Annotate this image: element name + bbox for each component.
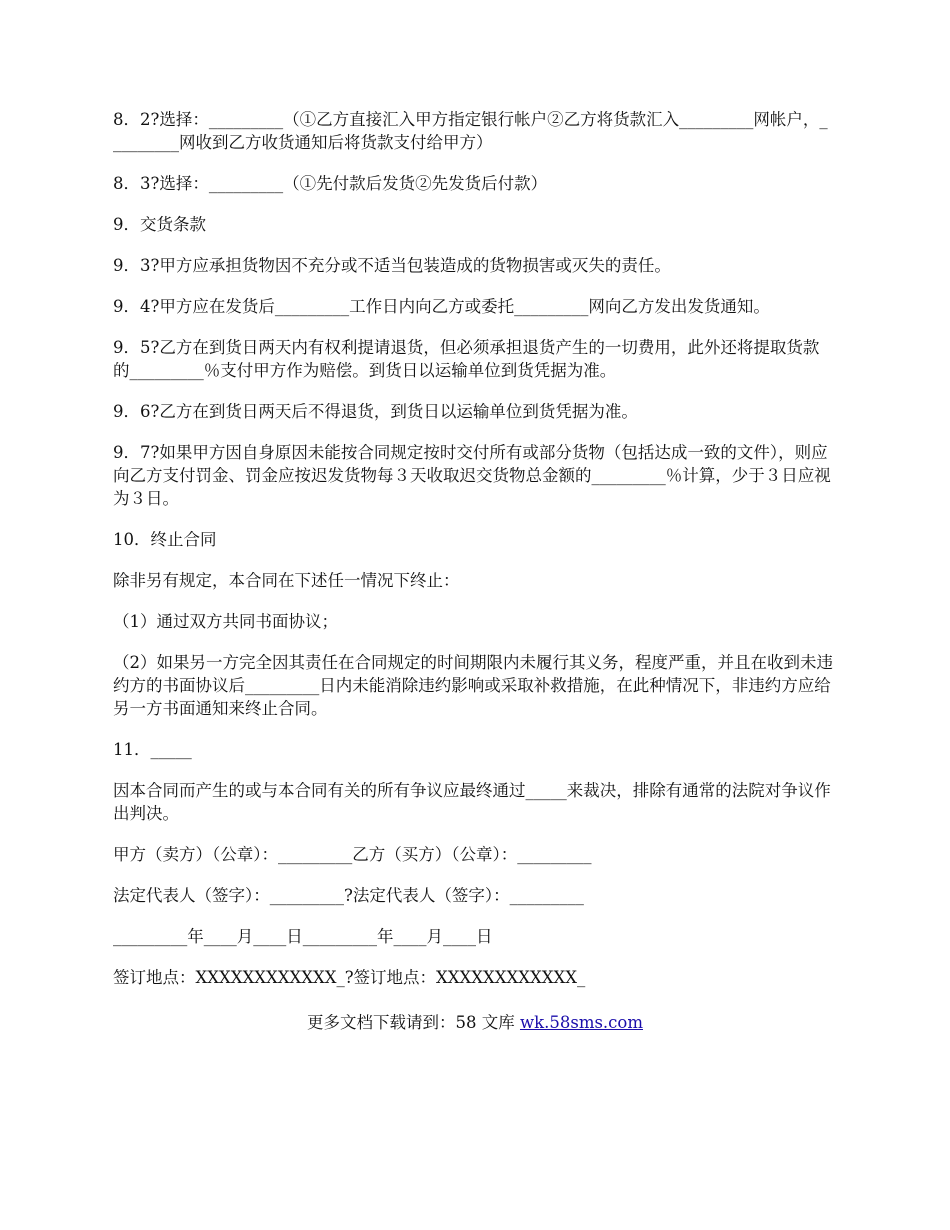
termination-intro: 除非另有规定，本合同在下述任一情况下终止： bbox=[113, 571, 460, 590]
clause-8-3: 8．3?选择：_________（①先付款后发货②先发货后付款） bbox=[113, 174, 548, 193]
clause-9-6: 9．6?乙方在到货日两天后不得退货，到货日以运输单位到货凭据为准。 bbox=[113, 402, 638, 421]
dispute-clause: 因本合同而产生的或与本合同有关的所有争议应最终通过_____来裁决，排除有通常的法院对争议作出判决。 bbox=[113, 781, 831, 823]
clause-9-3: 9．3?甲方应承担货物因不充分或不适当包装造成的货物损害或灭失的责任。 bbox=[113, 256, 671, 275]
clause-9-4: 9．4?甲方应在发货后_________工作日内向乙方或委托_________网向乙方发出发货通知。 bbox=[113, 297, 770, 316]
section-9-heading: 9．交货条款 bbox=[113, 215, 206, 234]
footer-link[interactable]: wk.58sms.com bbox=[519, 1013, 643, 1032]
section-11-heading: 11．_____ bbox=[113, 740, 192, 759]
section-10-heading: 10．终止合同 bbox=[113, 530, 217, 549]
representative-signature-line: 法定代表人（签字）：_________?法定代表人（签字）：_________ bbox=[113, 886, 584, 905]
clause-9-7: 9．7?如果甲方因自身原因未能按合同规定按时交付所有或部分货物（包括达成一致的文件），则应向乙方支付罚金、罚金应按迟发货物每３天收取迟交货物总金额的_________％计算，少于３日应视为３日。 bbox=[113, 443, 831, 508]
termination-item-2: （2）如果另一方完全因其责任在合同规定的时间期限内未履行其义务，程度严重，并且在收到未违约方的书面协议后_________日内未能消除违约影响或采取补救措施，在此种情况下，非违约方应给另一方书面通知来终止合同。 bbox=[113, 653, 833, 718]
date-line: _________年____月____日_________年____月____日 bbox=[113, 927, 493, 946]
document-body bbox=[113, 108, 833, 1007]
party-seal-line: 甲方（卖方）（公章）：_________乙方（买方）（公章）：_________ bbox=[113, 845, 592, 864]
clause-9-5: 9．5?乙方在到货日两天内有权利提请退货，但必须承担退货产生的一切费用，此外还将提取货款的_________％支付甲方作为赔偿。到货日以运输单位到货凭据为准。 bbox=[113, 338, 820, 380]
clause-8-2: 8．2?选择：_________（①乙方直接汇入甲方指定银行帐户②乙方将货款汇入_________网帐户，_________网收到乙方收货通知后将货款支付给甲方） bbox=[113, 110, 828, 152]
download-footer bbox=[0, 1011, 950, 1034]
footer-text: 更多文档下载请到：58 文库 bbox=[306, 1013, 520, 1032]
signing-location-line: 签订地点：XXXXXXXXXXXX_?签订地点：XXXXXXXXXXXX_ bbox=[113, 968, 586, 987]
termination-item-1: （1）通过双方共同书面协议； bbox=[113, 612, 338, 631]
